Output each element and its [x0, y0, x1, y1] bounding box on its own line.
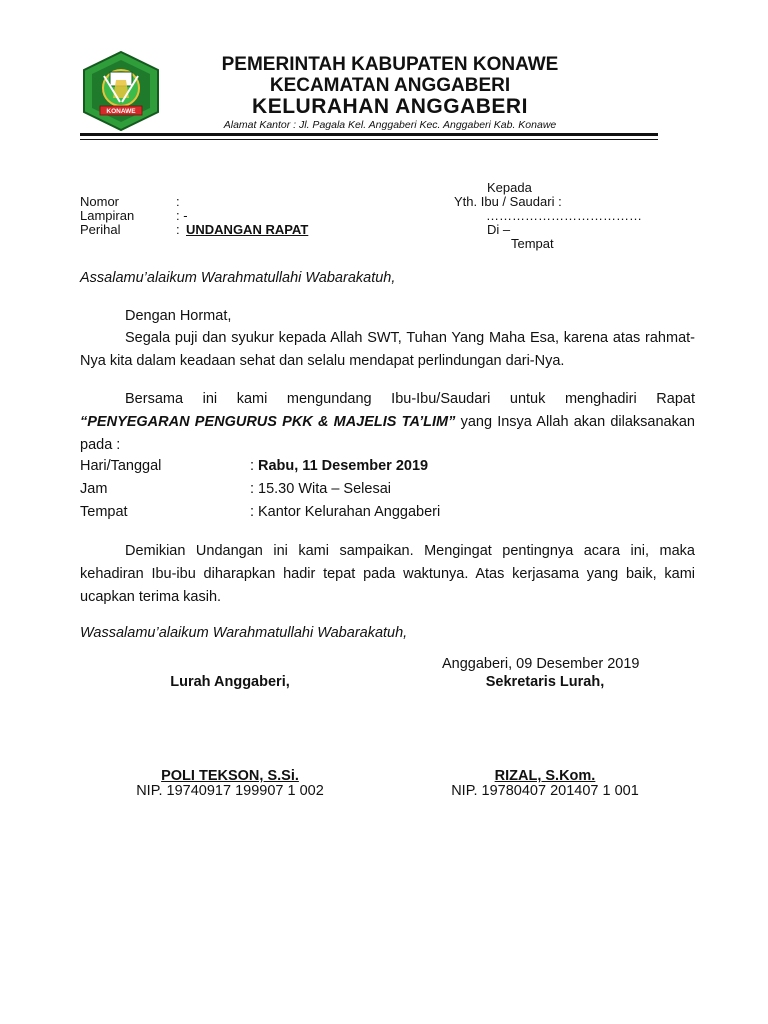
- schedule-time-value: 15.30 Wita – Selesai: [258, 481, 391, 497]
- schedule-date-label: Hari/Tanggal: [80, 458, 162, 474]
- letterhead-rule-thick: [80, 133, 658, 136]
- konawe-regency-logo: [80, 50, 162, 132]
- lampiran-value: : -: [176, 208, 188, 223]
- schedule-time-colon: :: [250, 481, 255, 497]
- schedule-time-label: Jam: [80, 481, 108, 497]
- right-signer-nip: NIP. 19780407 201407 1 001: [451, 783, 639, 799]
- paragraph-1: Segala puji dan syukur kepada Allah SWT, Tuhan Yang Maha Esa, karena atas rahmat-Nya kita dalam keadaan sehat dan selalu mendapat perlindungan dari-Nya.: [80, 330, 695, 369]
- header-line-2: KECAMATAN ANGGABERI: [269, 75, 511, 96]
- recipient-dots: ………………………………: [486, 208, 642, 223]
- perihal-colon: :: [176, 222, 180, 237]
- header-line-3: KELURAHAN ANGGABERI: [252, 95, 528, 118]
- hormat: Dengan Hormat,: [125, 308, 232, 324]
- event-title: “PENYEGARAN PENGURUS PKK & MAJELIS TA’LIM”: [80, 414, 456, 430]
- schedule-date-colon: :: [250, 458, 255, 474]
- recipient-kepada: Kepada: [487, 180, 532, 195]
- perihal-label: Perihal: [80, 222, 121, 237]
- paragraph-3: Demikian Undangan ini kami sampaikan. Mengingat pentingnya acara ini, maka kehadiran Ibu-ibu diharapkan hadir tepat pada waktunya. Atas kerjasama yang baik, kami ucapkan terima kasih.: [80, 543, 695, 605]
- left-signer-name: POLI TEKSON, S.Si.: [161, 768, 299, 784]
- recipient-di: Di –: [487, 222, 511, 237]
- recipient-yth: Yth. Ibu / Saudari :: [454, 194, 562, 209]
- lampiran-label: Lampiran: [80, 208, 135, 223]
- right-signer-title: Sekretaris Lurah,: [485, 674, 605, 690]
- logo-banner-text: KONAWE: [106, 108, 136, 115]
- nomor-label: Nomor: [80, 194, 120, 209]
- header-line-1: PEMERINTAH KABUPATEN KONAWE: [221, 54, 559, 75]
- signature-date: Anggaberi, 09 Desember 2019: [442, 656, 640, 672]
- left-signer-nip: NIP. 19740917 199907 1 002: [136, 783, 324, 799]
- schedule-place-label: Tempat: [80, 504, 128, 520]
- paragraph-2-start: Bersama ini kami mengundang Ibu-Ibu/Saudari untuk menghadiri Rapat: [125, 391, 695, 407]
- right-signer-name: RIZAL, S.Kom.: [494, 768, 596, 784]
- schedule-place-value: Kantor Kelurahan Anggaberi: [258, 504, 441, 520]
- perihal-value: UNDANGAN RAPAT: [186, 222, 309, 237]
- greeting: Assalamu’alaikum Warahmatullahi Wabarakatuh,: [80, 270, 396, 286]
- header-address: Alamat Kantor : Jl. Pagala Kel. Anggaberi Kec. Anggaberi Kab. Konawe: [223, 119, 557, 131]
- letterhead-rule-thin: [80, 139, 658, 140]
- paragraph-2-end: yang Insya Allah akan dilaksanakan pada :: [80, 414, 695, 453]
- nomor-value: :: [176, 194, 180, 209]
- schedule-date-value: Rabu, 11 Desember 2019: [258, 458, 429, 474]
- paragraph-2: [80, 388, 695, 457]
- schedule-place-colon: :: [250, 504, 255, 520]
- recipient-tempat: Tempat: [511, 236, 554, 251]
- closing: Wassalamu’alaikum Warahmatullahi Wabarakatuh,: [80, 625, 408, 641]
- left-signer-title: Lurah Anggaberi,: [170, 674, 290, 690]
